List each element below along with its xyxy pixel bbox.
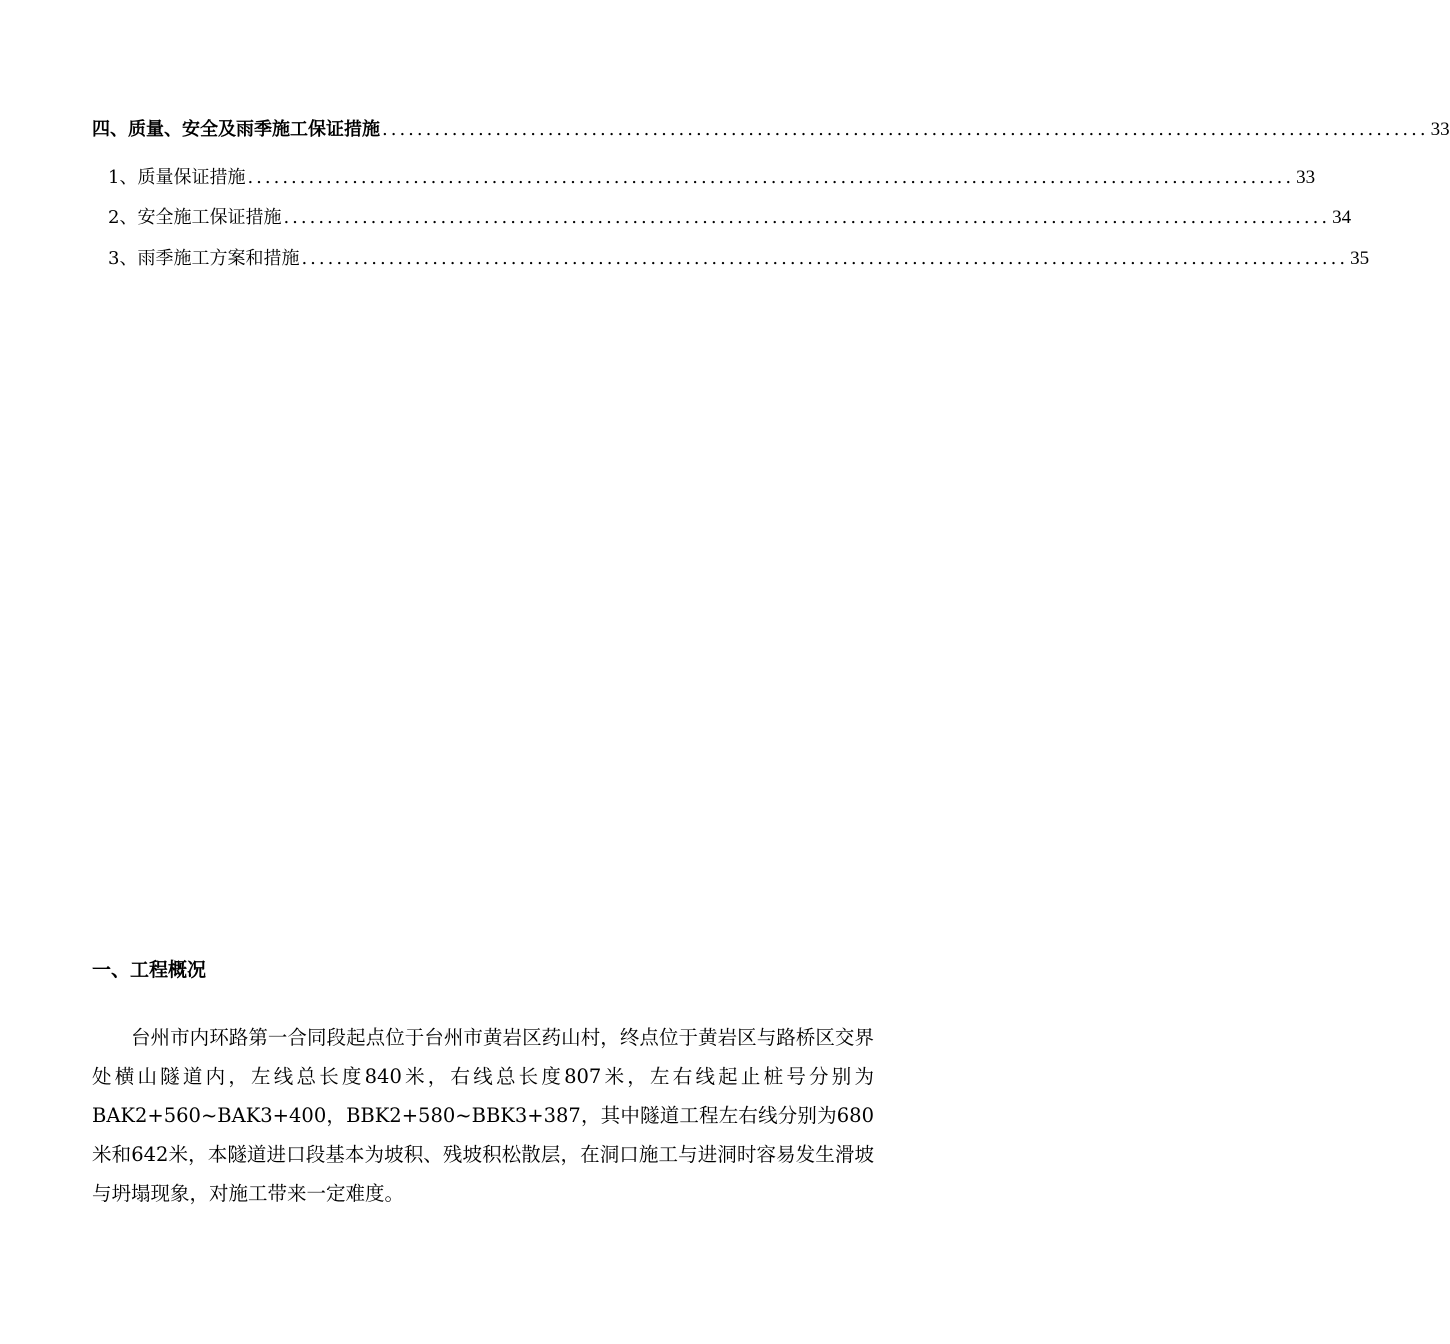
toc-dot-leader: ........................................................................................................................ [247,167,1295,188]
toc-dot-leader: ........................................................................................................................ [382,119,1429,140]
toc-entry-label: 1、质量保证措施 [108,167,246,188]
toc-entry-label: 四、质量、安全及雨季施工保证措施 [92,119,380,140]
toc-page-number: 34 [1332,207,1352,228]
toc-entry-label: 3、雨季施工方案和措施 [108,248,300,269]
toc-page-number: 33 [1296,167,1316,188]
toc-entry-section-4[interactable] [92,118,1450,142]
toc-entry-safety[interactable] [108,206,1352,230]
toc-entry-quality[interactable] [108,166,1316,190]
toc-dot-leader: ........................................................................................................................ [301,248,1349,269]
project-overview-paragraph: 台州市内环路第一合同段起点位于台州市黄岩区药山村，终点位于黄岩区与路桥区交界处横山隧道内，左线总长度840米，右线总长度807米，左右线起止桩号分别为BAK2+560~BAK3+400，BBK2+580~BBK3+387，其中隧道工程左右线分别为680米和642米，本隧道进口段基本为坡积、残坡积松散层，在洞口施工与进洞时容易发生滑坡与坍塌现象，对施工带来一定难度。 [92,1025,874,1205]
toc-page-number: 33 [1430,119,1450,140]
toc-page-number: 35 [1350,248,1370,269]
toc-entry-label: 2、安全施工保证措施 [108,207,282,228]
toc-dot-leader: ........................................................................................................................ [283,207,1331,228]
section-heading: 一、工程概况 [92,959,207,981]
toc-entry-rainy-season[interactable] [108,247,1370,271]
